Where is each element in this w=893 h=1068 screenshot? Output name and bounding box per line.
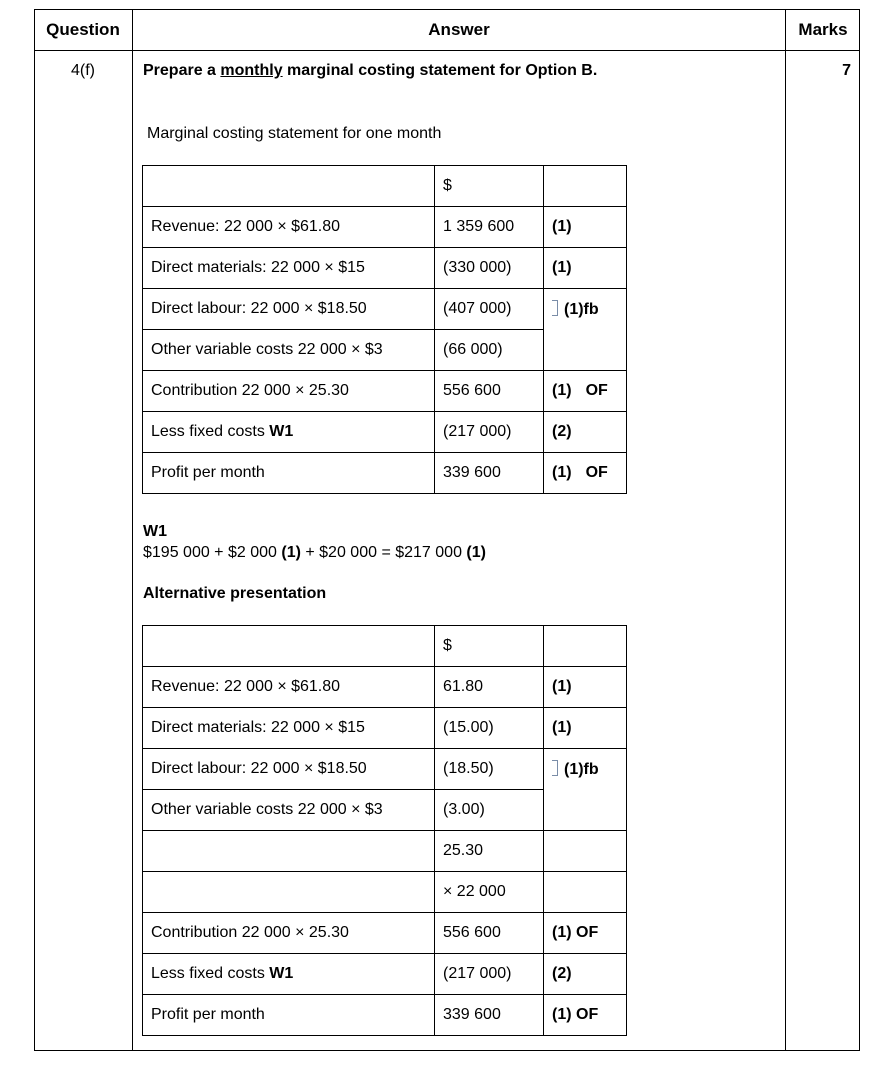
row-mark [544,330,627,371]
row-label: Other variable costs 22 000 × $3 [143,330,435,371]
row-mark-suffix: OF [585,382,608,399]
row-label: Direct labour: 22 000 × $18.50 [143,749,435,790]
row-value: 61.80 [435,667,544,708]
row-value: (217 000) [435,954,544,995]
frame-bottom-rule [34,1050,860,1051]
table-cell [143,626,435,667]
row-value: (18.50) [435,749,544,790]
row-label [143,954,435,995]
row-mark-text: (1)fb [564,760,599,778]
row-label [143,412,435,453]
header-answer: Answer [428,20,490,39]
table-row [143,872,627,913]
table-row [143,289,627,330]
table-row [143,453,627,494]
currency-header: $ [435,626,544,667]
row-value: 25.30 [435,831,544,872]
row-mark [544,831,627,872]
row-label: Direct materials: 22 000 × $15 [143,708,435,749]
bracket-icon [552,760,558,776]
marks-total: 7 [842,62,851,79]
table-row [143,330,627,371]
header-marks: Marks [798,20,848,39]
working-title: W1 [143,523,167,540]
table-row [143,412,627,453]
statement-title: Marginal costing statement for one month [147,125,442,142]
row-label: Revenue: 22 000 × $61.80 [143,207,435,248]
row-mark [544,790,627,831]
row-mark [544,453,627,494]
row-mark [544,749,627,790]
row-mark: (1) OF [544,995,627,1036]
row-mark: (2) [544,412,627,453]
row-value: 556 600 [435,913,544,954]
task-text-underlined: monthly [220,62,283,79]
table-cell [544,626,627,667]
working-part: $195 000 + $2 000 [143,544,282,561]
table-row [143,708,627,749]
header-divider [34,50,860,51]
row-label: Direct labour: 22 000 × $18.50 [143,289,435,330]
row-label [143,831,435,872]
table-row [143,248,627,289]
table-row [143,995,627,1036]
row-value: 339 600 [435,453,544,494]
working-mark: (1) [281,544,301,561]
working-mark: (1) [466,544,486,561]
row-label-ref: W1 [269,423,294,440]
bracket-icon [552,300,558,316]
row-label: Revenue: 22 000 × $61.80 [143,667,435,708]
row-value: × 22 000 [435,872,544,913]
row-mark-suffix: OF [585,464,608,481]
row-label-text: Less fixed costs [151,965,265,982]
currency-header: $ [435,166,544,207]
row-value: 1 359 600 [435,207,544,248]
row-mark: (1) [544,207,627,248]
column-divider-marks [785,9,786,1051]
row-value: (217 000) [435,412,544,453]
row-mark-text: (1) [552,382,572,399]
row-label [143,872,435,913]
row-value: (407 000) [435,289,544,330]
table-row [143,790,627,831]
alternative-table [142,625,627,1036]
row-label: Other variable costs 22 000 × $3 [143,790,435,831]
task-instruction [143,62,597,80]
table-row [143,831,627,872]
row-label-text: Less fixed costs [151,423,265,440]
table-row [143,626,627,667]
table-row [143,913,627,954]
working-part: + $20 000 = $217 000 [300,544,467,561]
row-mark: (1) [544,708,627,749]
row-value: (66 000) [435,330,544,371]
table-row [143,749,627,790]
task-text-pre: Prepare a [143,62,221,79]
row-label: Direct materials: 22 000 × $15 [143,248,435,289]
marginal-costing-table [142,165,627,494]
row-mark [544,289,627,330]
table-row [143,166,627,207]
table-cell [544,166,627,207]
table-row [143,371,627,412]
row-value: (3.00) [435,790,544,831]
row-value: 339 600 [435,995,544,1036]
table-cell [143,166,435,207]
row-value: (330 000) [435,248,544,289]
row-mark [544,872,627,913]
row-mark-text: (1)fb [564,300,599,318]
row-label: Profit per month [143,995,435,1036]
table-row [143,207,627,248]
row-label: Contribution 22 000 × 25.30 [143,371,435,412]
row-label: Contribution 22 000 × 25.30 [143,913,435,954]
row-label: Profit per month [143,453,435,494]
row-value: 556 600 [435,371,544,412]
row-label-ref: W1 [269,965,294,982]
row-mark: (2) [544,954,627,995]
header-question: Question [46,20,120,39]
working-calculation [143,544,486,562]
row-mark-text: (1) [552,464,572,481]
task-text-post: marginal costing statement for Option B. [282,62,598,79]
row-mark: (1) [544,248,627,289]
row-value: (15.00) [435,708,544,749]
row-mark: (1) OF [544,913,627,954]
column-divider-question [132,9,133,1051]
question-number: 4(f) [71,62,95,79]
table-row [143,667,627,708]
alternative-title: Alternative presentation [143,585,327,602]
table-row [143,954,627,995]
row-mark: (1) [544,667,627,708]
row-mark [544,371,627,412]
